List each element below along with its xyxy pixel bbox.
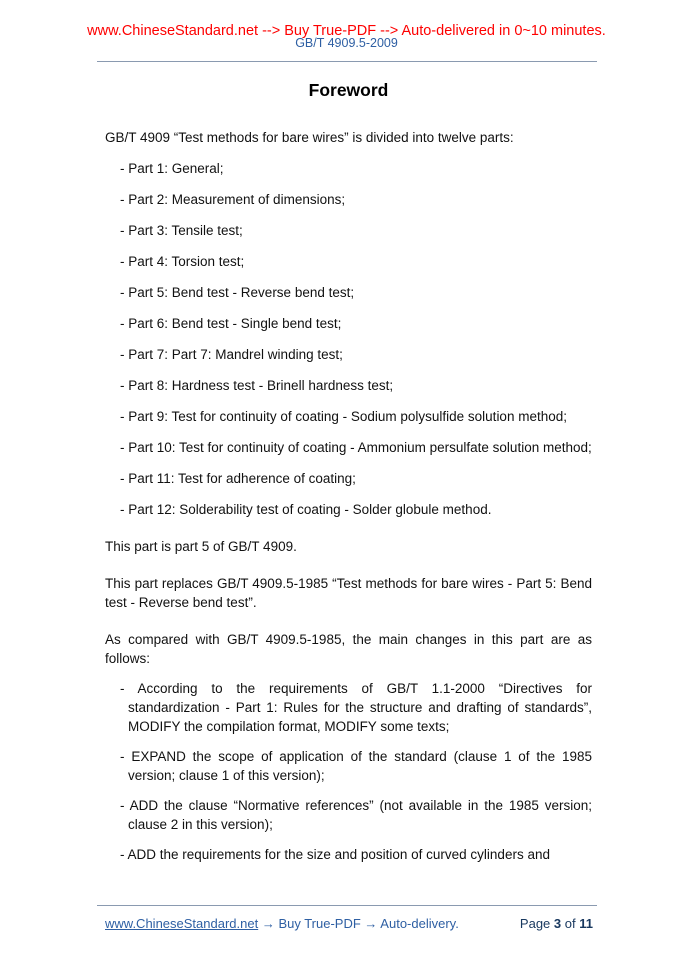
page-indicator bbox=[520, 916, 593, 931]
list-item: - Part 5: Bend test - Reverse bend test; bbox=[120, 285, 355, 300]
list-item: - Part 11: Test for adherence of coating; bbox=[120, 471, 356, 486]
list-item: - ADD the requirements for the size and position of curved cylinders and bbox=[120, 847, 550, 862]
list-item: - Part 9: Test for continuity of coating - Sodium polysulfide solution method; bbox=[120, 409, 567, 424]
page-number: 3 bbox=[553, 916, 562, 931]
list-item: - Part 7: Part 7: Mandrel winding test; bbox=[120, 347, 343, 362]
footer-divider bbox=[97, 905, 597, 906]
total-pages: 11 bbox=[579, 916, 593, 931]
intro-paragraph: GB/T 4909 “Test methods for bare wires” is divided into twelve parts: bbox=[105, 130, 514, 145]
footer-tagline-text: → Buy True-PDF → Auto-delivery. bbox=[261, 916, 459, 931]
body-paragraph: This part is part 5 of GB/T 4909. bbox=[105, 539, 297, 554]
promo-banner: www.ChineseStandard.net --> Buy True-PDF --> Auto-delivered in 0~10 minutes. bbox=[87, 23, 606, 39]
body-paragraph: This part replaces GB/T 4909.5-1985 “Test methods for bare wires - Part 5: Bend test - Reverse bend test”. bbox=[105, 576, 592, 610]
footer-tagline bbox=[105, 916, 459, 931]
page-title: Foreword bbox=[308, 80, 389, 100]
footer bbox=[105, 916, 593, 931]
document-number: GB/T 4909.5-2009 bbox=[295, 36, 398, 50]
list-item: - Part 4: Torsion test; bbox=[120, 254, 245, 269]
list-item: - Part 6: Bend test - Single bend test; bbox=[120, 316, 342, 331]
list-item: - Part 1: General; bbox=[120, 161, 224, 176]
changes-list bbox=[105, 679, 592, 864]
list-item: - Part 2: Measurement of dimensions; bbox=[120, 192, 346, 207]
list-item: - Part 12: Solderability test of coating - Solder globule method. bbox=[120, 502, 492, 517]
site-link[interactable]: www.ChineseStandard.net bbox=[105, 916, 259, 931]
list-item: - EXPAND the scope of application of the standard (clause 1 of the 1985 version; clause 1 of this version); bbox=[120, 749, 592, 783]
list-item: - According to the requirements of GB/T 1.1-2000 “Directives for standardization - Part 1: Rules for the structure and drafting of standards”, MODIFY the compilation format, MODIFY some texts; bbox=[120, 681, 592, 734]
header-divider bbox=[97, 61, 597, 62]
of-label: of bbox=[564, 916, 576, 931]
body-paragraph: As compared with GB/T 4909.5-1985, the main changes in this part are as follows: bbox=[105, 632, 592, 666]
list-item: - Part 8: Hardness test - Brinell hardness test; bbox=[120, 378, 394, 393]
list-item: - Part 10: Test for continuity of coating - Ammonium persulfate solution method; bbox=[120, 440, 592, 455]
list-item: - Part 3: Tensile test; bbox=[120, 223, 243, 238]
parts-list bbox=[105, 159, 592, 519]
page-label: Page bbox=[519, 916, 551, 931]
list-item: - ADD the clause “Normative references” (not available in the 1985 version; clause 2 in this version); bbox=[120, 798, 592, 832]
document-body bbox=[105, 80, 592, 864]
